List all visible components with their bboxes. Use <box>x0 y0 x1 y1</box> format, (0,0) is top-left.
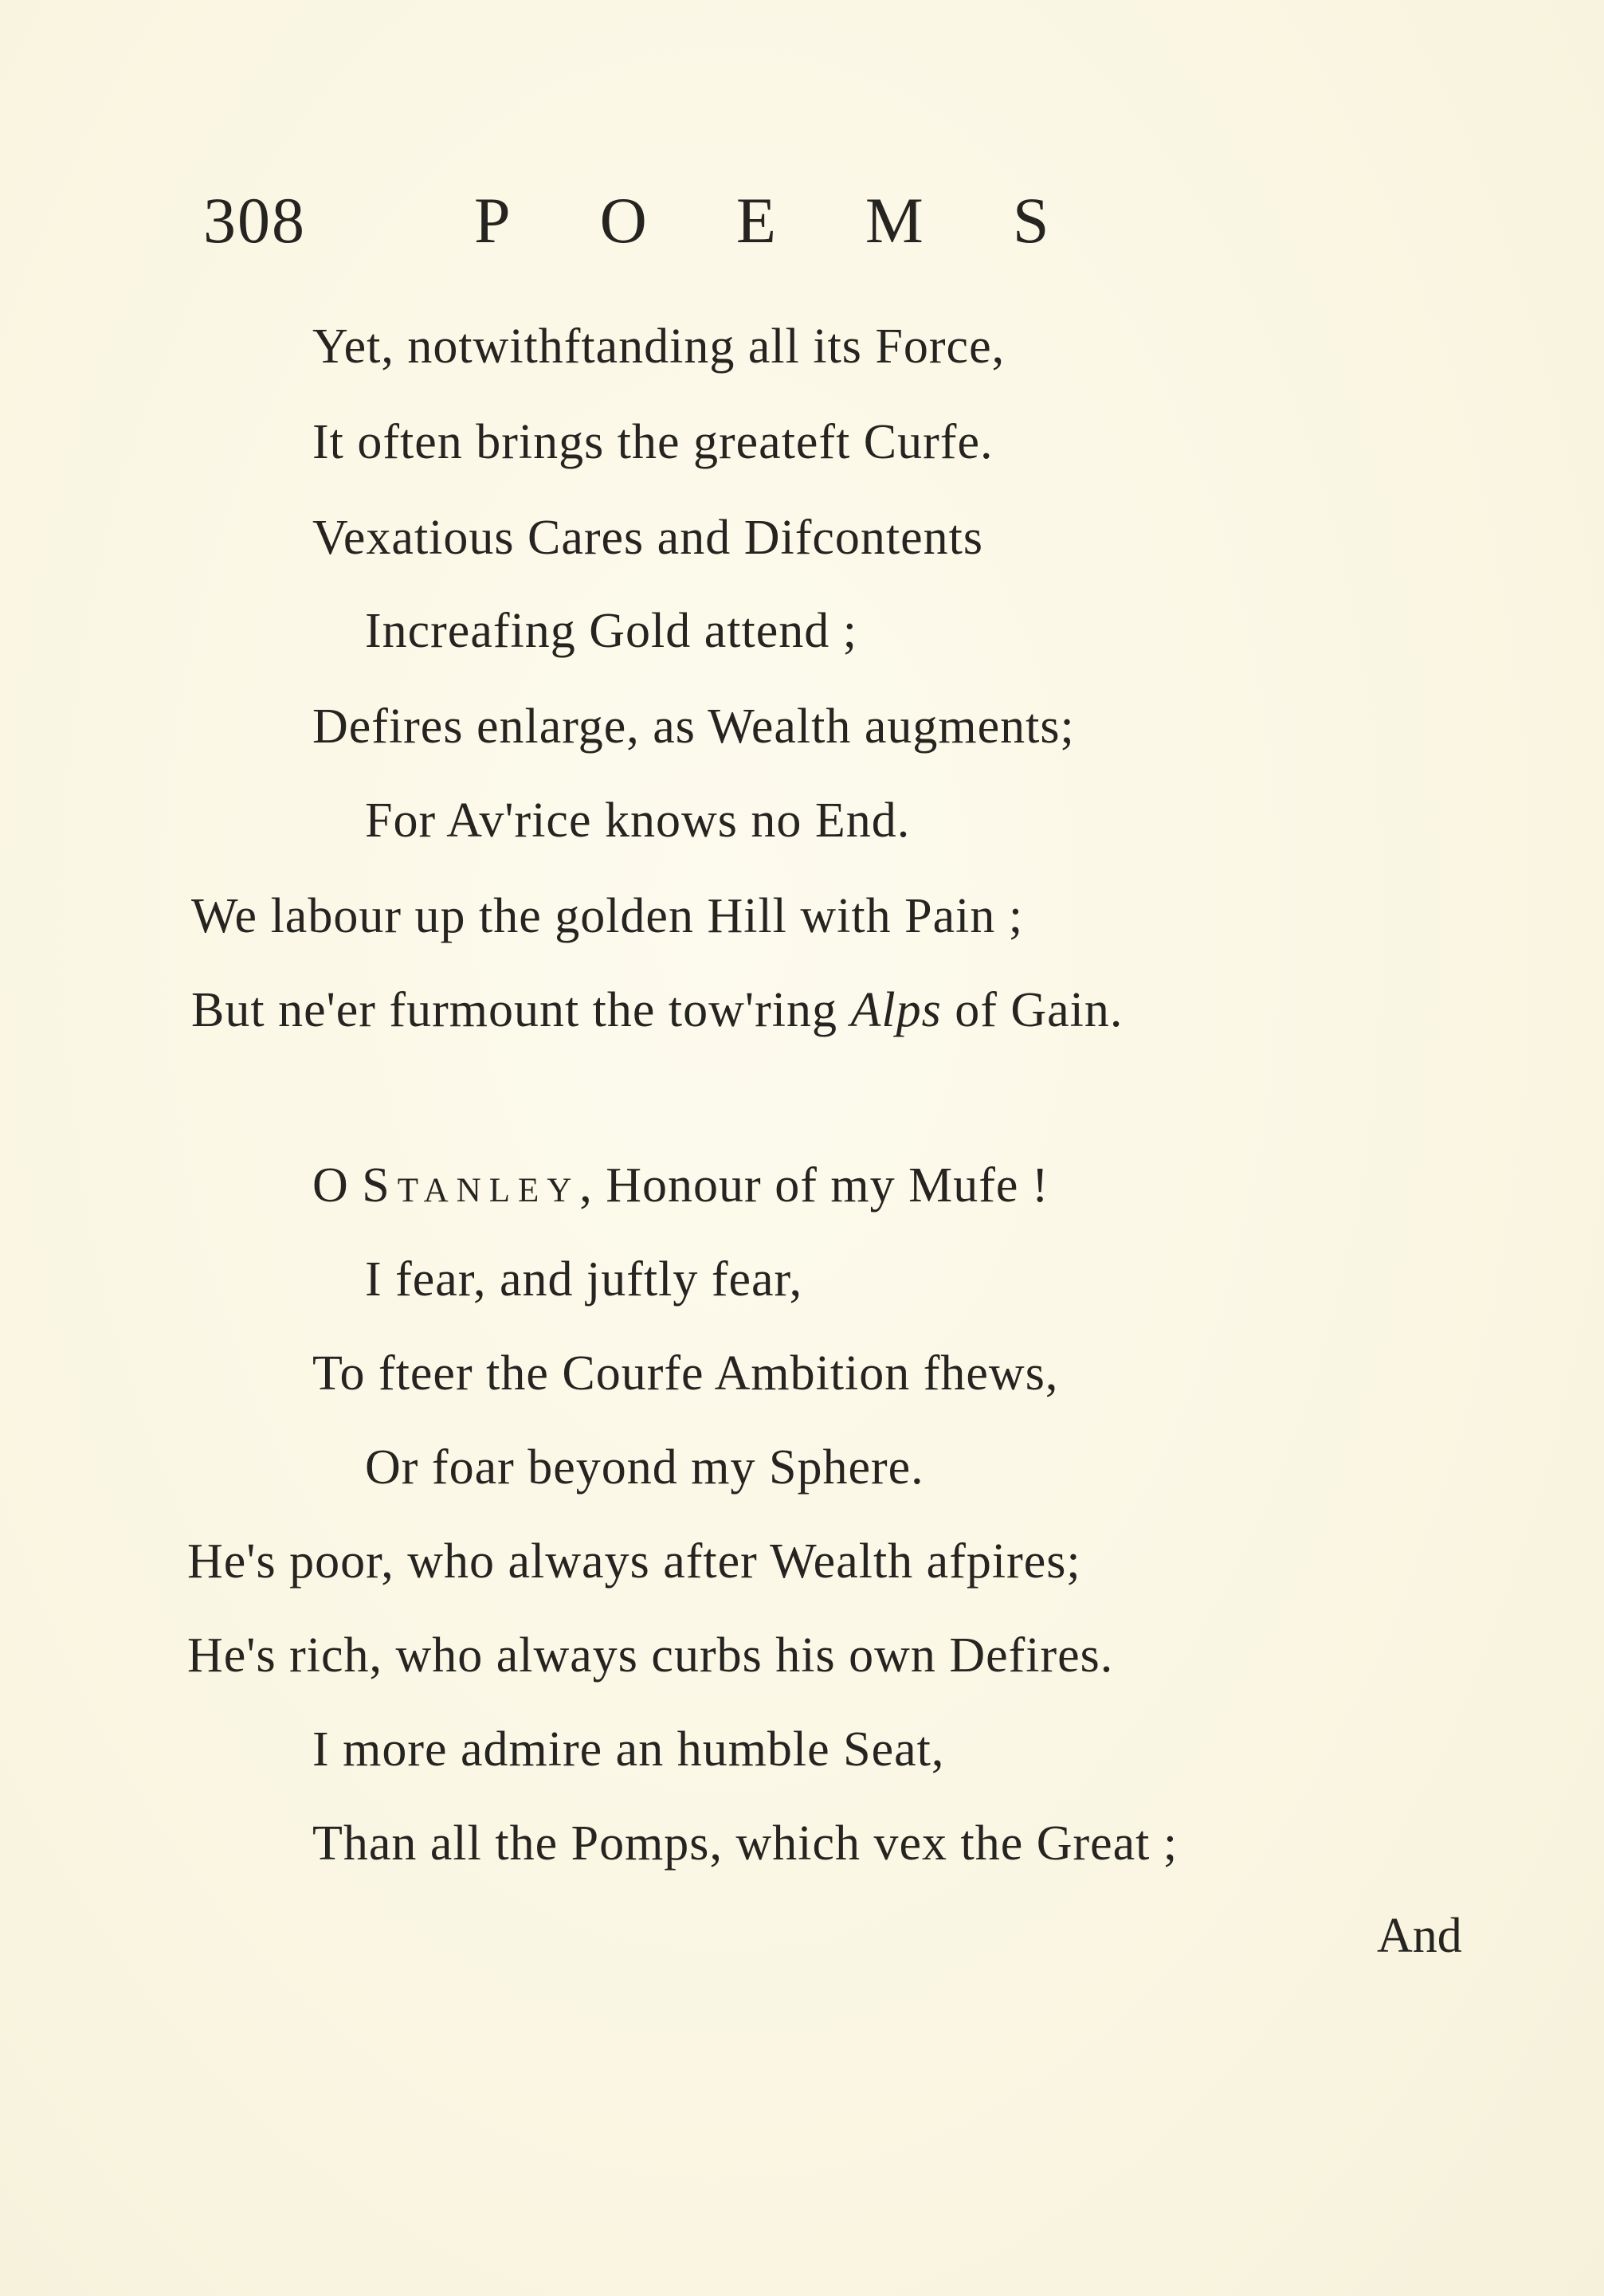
catchword: And <box>1377 1909 1462 1963</box>
poem-line: We labour up the golden Hill with Pain ; <box>191 889 1024 943</box>
poem-line-stanley <box>312 1154 1049 1217</box>
page-header <box>203 177 1239 264</box>
line-text: O <box>312 1158 363 1213</box>
poem-line: It often brings the greateft Curfe. <box>312 415 994 469</box>
page-number: 308 <box>203 184 306 257</box>
poem-line: For Av'rice knows no End. <box>365 793 911 848</box>
line-text: But ne'er furmount the tow'ring <box>191 983 851 1037</box>
poem-line: Or foar beyond my Sphere. <box>365 1440 924 1495</box>
poem-line: He's rich, who always curbs his own Defires. <box>187 1628 1114 1683</box>
poem-line: I fear, and juftly fear, <box>365 1252 803 1307</box>
line-text: of Gain. <box>941 983 1124 1037</box>
italic-word: Alps <box>850 983 942 1037</box>
poem-line: He's poor, who always after Wealth afpires; <box>187 1534 1081 1589</box>
poem-line-alps <box>191 978 1123 1042</box>
line-text: , Honour of my Mufe ! <box>579 1158 1049 1213</box>
poem-line: To fteer the Courfe Ambition fhews, <box>312 1346 1059 1401</box>
small-caps-name: Stanley <box>362 1158 580 1213</box>
poem-line: Increafing Gold attend ; <box>365 604 857 658</box>
poem-line: I more admire an humble Seat, <box>312 1722 945 1777</box>
poem-line: Yet, notwithftanding all its Force, <box>312 319 1006 374</box>
poem-line: Than all the Pomps, which vex the Great ; <box>312 1816 1178 1871</box>
poem-line: Defires enlarge, as Wealth augments; <box>312 699 1075 754</box>
running-title: POEMS <box>474 184 1139 257</box>
poem-line: Vexatious Cares and Difcontents <box>312 511 983 565</box>
